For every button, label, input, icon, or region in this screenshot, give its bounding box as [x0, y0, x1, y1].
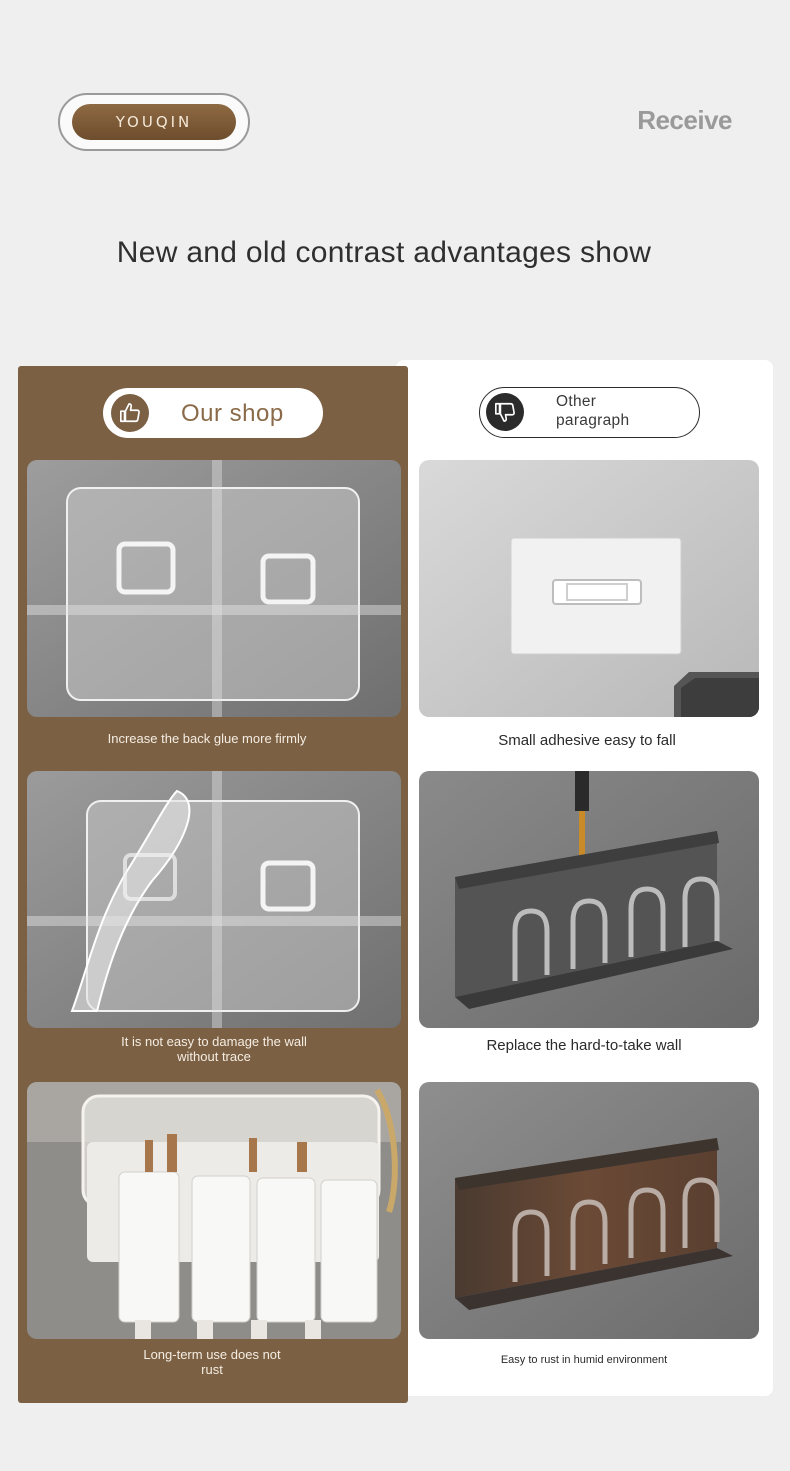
caption-left-3-line-1: Long-term use does not: [143, 1347, 281, 1362]
page-title: New and old contrast advantages show: [116, 236, 652, 269]
caption-right-1: Small adhesive easy to fall: [498, 732, 676, 749]
thumbs-up-icon: [111, 394, 149, 432]
receive-label: Receive: [637, 105, 732, 135]
other-paragraph-header: [479, 387, 700, 438]
product-image-small-adhesive: [419, 460, 759, 717]
product-image-rusty-holder: [419, 1082, 759, 1339]
product-image-drilled-holder: [419, 771, 759, 1028]
caption-left-3-line-2: rust: [201, 1362, 223, 1377]
brand-logo: [58, 93, 250, 151]
caption-left-2-line-1: It is not easy to damage the wall: [121, 1034, 307, 1049]
thumbs-down-icon: [486, 393, 524, 431]
logo-text: YOUQIN: [72, 104, 236, 140]
product-image-white-organizer: [27, 1082, 401, 1339]
other-paragraph-title: [556, 392, 686, 430]
our-shop-title: Our shop: [181, 400, 284, 427]
other-title-line-1: Other: [556, 393, 597, 410]
caption-left-1: Increase the back glue more firmly: [107, 731, 307, 746]
caption-left-3: [27, 1347, 397, 1377]
caption-left-2-line-2: without trace: [177, 1049, 251, 1064]
our-shop-header: [103, 388, 323, 438]
caption-right-3: Easy to rust in humid environment: [500, 1354, 668, 1366]
product-image-adhesive-pad: [27, 460, 401, 717]
other-title-line-2: paragraph: [556, 412, 630, 429]
caption-right-2: Replace the hard-to-take wall: [486, 1037, 682, 1054]
caption-left-2: [27, 1034, 401, 1064]
product-image-peeling-pad: [27, 771, 401, 1028]
